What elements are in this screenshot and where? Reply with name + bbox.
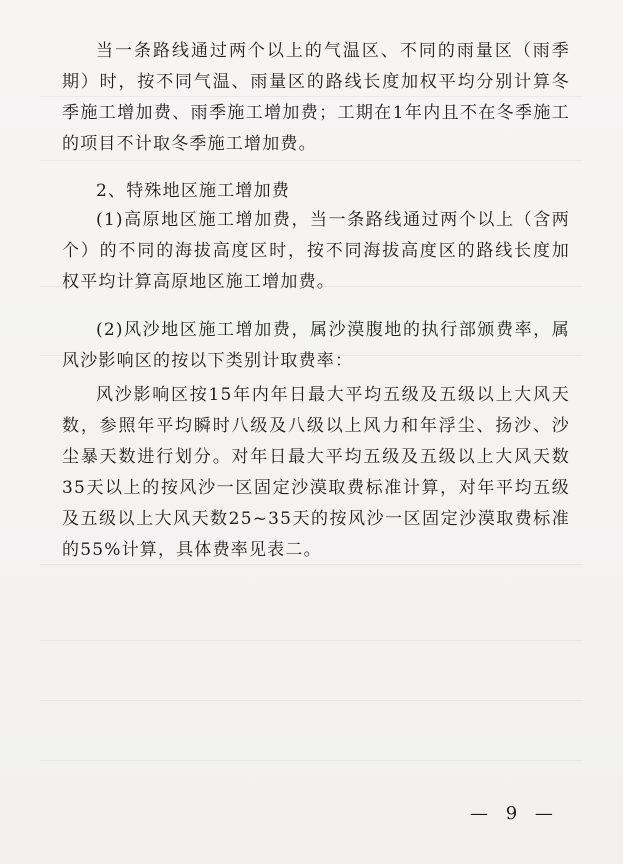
- paragraph-plateau-areas: [62, 205, 570, 298]
- paragraph-sandstorm-classification: [62, 380, 570, 566]
- paragraph-text: 风沙影响区按15年内年日最大平均五级及五级以上大风天数，参照年平均瞬时八级及八级以上风力和年浮尘、扬沙、沙尘暴天数进行划分。对年日最大平均五级及五级以上大风天数35天以上的按风沙一区固定沙漠取费标准计算，对年平均五级及五级以上大风天数25~35天的按风沙一区固定沙漠取费标准的55%计算，具体费率见表二。: [62, 385, 570, 560]
- section-heading-special-areas: [62, 176, 570, 207]
- page-number: — 9 —: [470, 803, 559, 824]
- bleed-through-line: [40, 700, 583, 701]
- paragraph-text: (2)风沙地区施工增加费，属沙漠腹地的执行部颁费率，属风沙影响区的按以下类别计取费率：: [62, 320, 570, 371]
- paragraph-sandstorm-areas: [62, 315, 570, 377]
- paragraph-weighted-average: [62, 36, 570, 160]
- bleed-through-line: [40, 760, 583, 761]
- paragraph-text: (1)高原地区施工增加费，当一条路线通过两个以上（含两个）的不同的海拔高度区时，按不同海拔高度区的路线长度加权平均计算高原地区施工增加费。: [62, 210, 570, 292]
- bleed-through-line: [40, 160, 583, 161]
- bleed-through-line: [40, 640, 583, 641]
- paragraph-text: 当一条路线通过两个以上的气温区、不同的雨量区（雨季期）时，按不同气温、雨量区的路线长度加权平均分别计算冬季施工增加费、雨季施工增加费；工期在1年内且不在冬季施工的项目不计取冬季施工增加费。: [62, 41, 570, 154]
- section-heading-text: 2、特殊地区施工增加费: [96, 181, 291, 201]
